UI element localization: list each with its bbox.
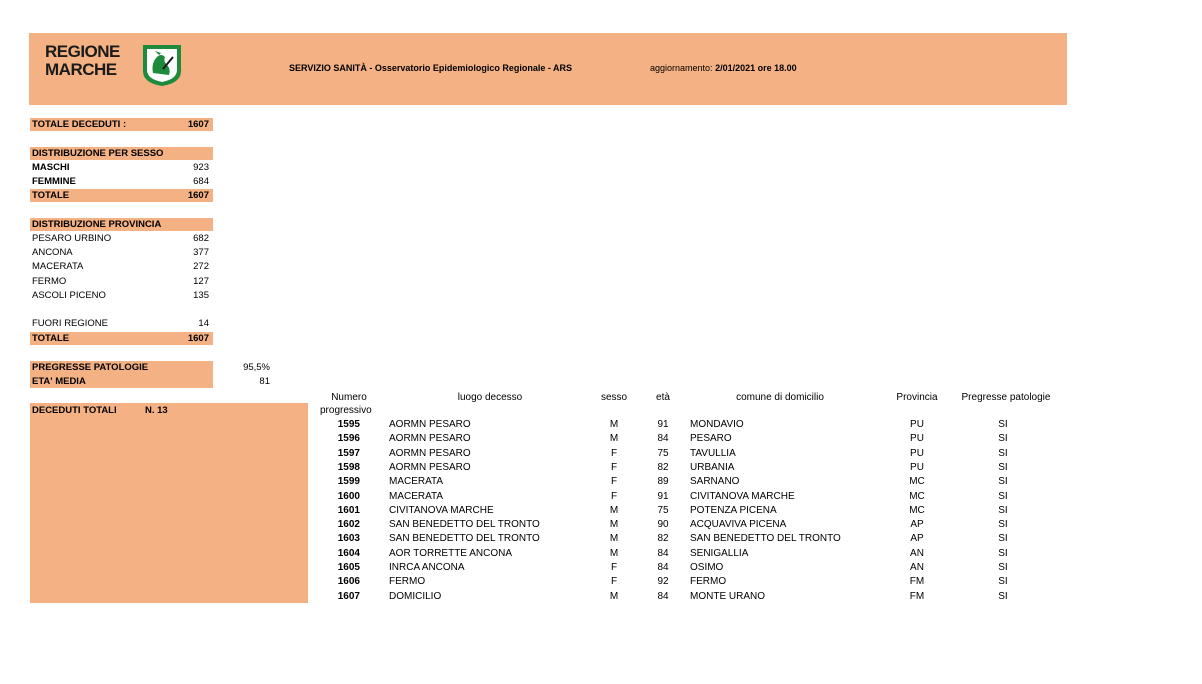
header-eta: età — [656, 392, 670, 403]
deceduti-totali-block — [30, 403, 308, 603]
row-patologie: SI — [998, 519, 1008, 531]
row-numero: 1603 — [337, 533, 360, 545]
report-header — [29, 33, 1067, 105]
row-luogo: AOR TORRETTE ANCONA — [389, 547, 512, 559]
row-comune: CIVITANOVA MARCHE — [690, 490, 795, 502]
sesso-row-maschi — [32, 161, 211, 174]
row-eta: 75 — [657, 504, 669, 516]
row-provincia: FM — [909, 576, 925, 588]
sesso-title-text: DISTRIBUZIONE PER SESSO — [32, 148, 164, 159]
row-eta: 75 — [657, 447, 669, 459]
row-provincia: MC — [909, 504, 925, 516]
row-luogo: FERMO — [389, 576, 426, 588]
patologie-value: 95,5% — [243, 362, 270, 373]
row-numero: 1605 — [337, 562, 360, 573]
row-comune: MONTE URANO — [690, 590, 765, 602]
row-provincia: PU — [910, 419, 924, 430]
fuori-regione-row — [32, 317, 211, 330]
logo-text — [45, 43, 120, 79]
fuori-regione-label: FUORI REGIONE — [32, 318, 109, 329]
provincia-label: ANCONA — [32, 247, 73, 258]
header-sesso: sesso — [600, 392, 628, 403]
row-numero: 1606 — [337, 576, 360, 588]
sesso-row-femmine — [32, 175, 211, 188]
row-patologie: SI — [998, 533, 1008, 545]
row-provincia: AP — [910, 519, 924, 531]
row-provincia: FM — [909, 590, 925, 602]
row-sesso: F — [610, 447, 618, 459]
logo-line-2: MARCHE — [45, 60, 117, 79]
row-patologie: SI — [998, 419, 1008, 430]
update-info — [650, 63, 797, 73]
row-eta: 91 — [657, 419, 669, 430]
row-eta: 92 — [657, 576, 669, 588]
row-comune: OSIMO — [690, 562, 724, 573]
regione-marche-logo — [45, 43, 185, 89]
provincia-value: 377 — [193, 247, 209, 258]
logo-line-1: REGIONE — [45, 42, 120, 61]
row-comune: SENIGALLIA — [690, 547, 749, 559]
row-eta: 84 — [657, 562, 669, 573]
row-sesso: F — [610, 490, 618, 502]
row-comune: TAVULLIA — [690, 447, 736, 459]
row-patologie: SI — [998, 576, 1008, 588]
row-numero: 1602 — [337, 519, 360, 531]
provincia-row — [32, 275, 211, 288]
row-patologie: SI — [998, 447, 1008, 459]
row-patologie: SI — [998, 547, 1008, 559]
sesso-value: 684 — [193, 176, 209, 187]
provincia-title-text: DISTRIBUZIONE PROVINCIA — [32, 219, 162, 230]
row-provincia: AP — [910, 533, 924, 545]
header-provincia: Provincia — [896, 392, 938, 403]
header-comune: comune di domicilio — [736, 392, 824, 403]
provincia-total-label: TOTALE — [32, 333, 70, 344]
row-sesso: M — [609, 504, 619, 516]
row-numero: 1597 — [337, 447, 360, 459]
row-sesso: F — [610, 476, 618, 488]
row-comune: SAN BENEDETTO DEL TRONTO — [690, 533, 841, 545]
row-provincia: PU — [910, 433, 924, 445]
eta-media-value: 81 — [259, 376, 270, 387]
row-luogo: AORMN PESARO — [389, 433, 471, 445]
row-luogo: INRCA ANCONA — [389, 562, 465, 573]
sesso-total-value: 1607 — [187, 190, 209, 201]
eta-media-row — [32, 375, 211, 388]
regione-marche-emblem-icon — [141, 43, 183, 87]
provincia-value: 682 — [193, 233, 209, 244]
provincia-row — [32, 289, 211, 302]
sesso-title — [32, 147, 211, 160]
row-sesso: F — [610, 576, 618, 588]
row-patologie: SI — [998, 490, 1008, 502]
row-comune: FERMO — [690, 576, 727, 588]
row-comune: ACQUAVIVA PICENA — [690, 519, 787, 531]
row-provincia: AN — [910, 562, 924, 573]
sesso-total-row — [32, 189, 211, 202]
row-patologie: SI — [998, 504, 1008, 516]
provincia-label: ASCOLI PICENO — [32, 290, 106, 301]
row-luogo: MACERATA — [389, 490, 444, 502]
service-title: SERVIZIO SANITÀ - Osservatorio Epidemiologico Regionale - ARS — [289, 63, 573, 73]
row-luogo: CIVITANOVA MARCHE — [389, 504, 494, 516]
row-sesso: M — [609, 533, 619, 545]
provincia-label: FERMO — [32, 276, 67, 287]
row-eta: 82 — [657, 533, 669, 545]
row-numero: 1601 — [337, 504, 360, 516]
provincia-row — [32, 246, 211, 259]
provincia-total-row — [32, 332, 211, 345]
row-numero: 1607 — [337, 590, 360, 602]
row-comune: MONDAVIO — [690, 419, 744, 430]
row-comune: SARNANO — [690, 476, 740, 488]
totale-deceduti-label: TOTALE DECEDUTI : — [32, 119, 127, 130]
row-luogo: AORMN PESARO — [389, 461, 471, 473]
provincia-row — [32, 232, 211, 245]
header-numero-line1: Numero — [331, 392, 367, 403]
totale-deceduti-row — [32, 118, 211, 131]
row-patologie: SI — [998, 562, 1008, 573]
row-luogo: MACERATA — [389, 476, 444, 488]
header-numero — [320, 391, 378, 417]
row-sesso: M — [609, 433, 619, 445]
sesso-value: 923 — [193, 162, 209, 173]
row-eta: 84 — [657, 590, 669, 602]
provincia-value: 272 — [193, 261, 209, 272]
row-numero: 1600 — [337, 490, 360, 502]
row-patologie: SI — [998, 590, 1008, 602]
row-numero: 1595 — [337, 419, 360, 430]
sesso-total-label: TOTALE — [32, 190, 70, 201]
provincia-value: 135 — [193, 290, 209, 301]
row-sesso: M — [609, 519, 619, 531]
provincia-label: PESARO URBINO — [32, 233, 112, 244]
header-numero-line2: progressivo — [320, 405, 372, 416]
sesso-label: MASCHI — [32, 162, 70, 173]
row-eta: 84 — [657, 433, 669, 445]
provincia-label: MACERATA — [32, 261, 84, 272]
row-luogo: AORMN PESARO — [389, 419, 471, 430]
row-provincia: AN — [910, 547, 924, 559]
row-provincia: PU — [910, 461, 924, 473]
provincia-total-value: 1607 — [187, 333, 209, 344]
patologie-row — [32, 361, 211, 374]
eta-media-label: ETA' MEDIA — [32, 376, 86, 387]
row-numero: 1599 — [337, 476, 360, 488]
header-luogo: luogo decesso — [457, 392, 523, 403]
update-label: aggiornamento: — [650, 63, 713, 73]
row-provincia: MC — [909, 476, 925, 488]
row-numero: 1604 — [337, 547, 360, 559]
row-comune: PESARO — [690, 433, 732, 445]
header-patologie: Pregresse patologie — [961, 392, 1051, 403]
row-sesso: M — [609, 419, 619, 430]
update-value: 2/01/2021 ore 18.00 — [715, 63, 797, 73]
row-luogo: AORMN PESARO — [389, 447, 471, 459]
row-numero: 1598 — [337, 461, 360, 473]
row-comune: URBANIA — [690, 461, 735, 473]
sesso-label: FEMMINE — [32, 176, 76, 187]
row-provincia: PU — [910, 447, 924, 459]
deceduti-totali-value: N. 13 — [145, 405, 168, 416]
provincia-value: 127 — [193, 276, 209, 287]
row-sesso: M — [609, 547, 619, 559]
row-provincia: MC — [909, 490, 925, 502]
row-eta: 91 — [657, 490, 669, 502]
row-numero: 1596 — [337, 433, 360, 445]
row-patologie: SI — [998, 433, 1008, 445]
row-sesso: M — [609, 590, 619, 602]
provincia-title — [32, 218, 211, 231]
row-eta: 89 — [657, 476, 669, 488]
provincia-row — [32, 260, 211, 273]
patologie-label: PREGRESSE PATOLOGIE — [32, 362, 149, 373]
row-luogo: SAN BENEDETTO DEL TRONTO — [389, 519, 540, 531]
row-sesso: F — [610, 562, 618, 573]
row-patologie: SI — [998, 476, 1008, 488]
row-patologie: SI — [998, 461, 1008, 473]
totale-deceduti-value: 1607 — [187, 119, 209, 130]
row-luogo: SAN BENEDETTO DEL TRONTO — [389, 533, 540, 545]
row-luogo: DOMICILIO — [389, 590, 442, 602]
row-comune: POTENZA PICENA — [690, 504, 777, 516]
row-eta: 84 — [657, 547, 669, 559]
row-sesso: F — [610, 461, 618, 473]
deceduti-totali-label: DECEDUTI TOTALI — [32, 405, 117, 416]
row-eta: 90 — [657, 519, 669, 531]
fuori-regione-value: 14 — [198, 318, 209, 329]
row-eta: 82 — [657, 461, 669, 473]
